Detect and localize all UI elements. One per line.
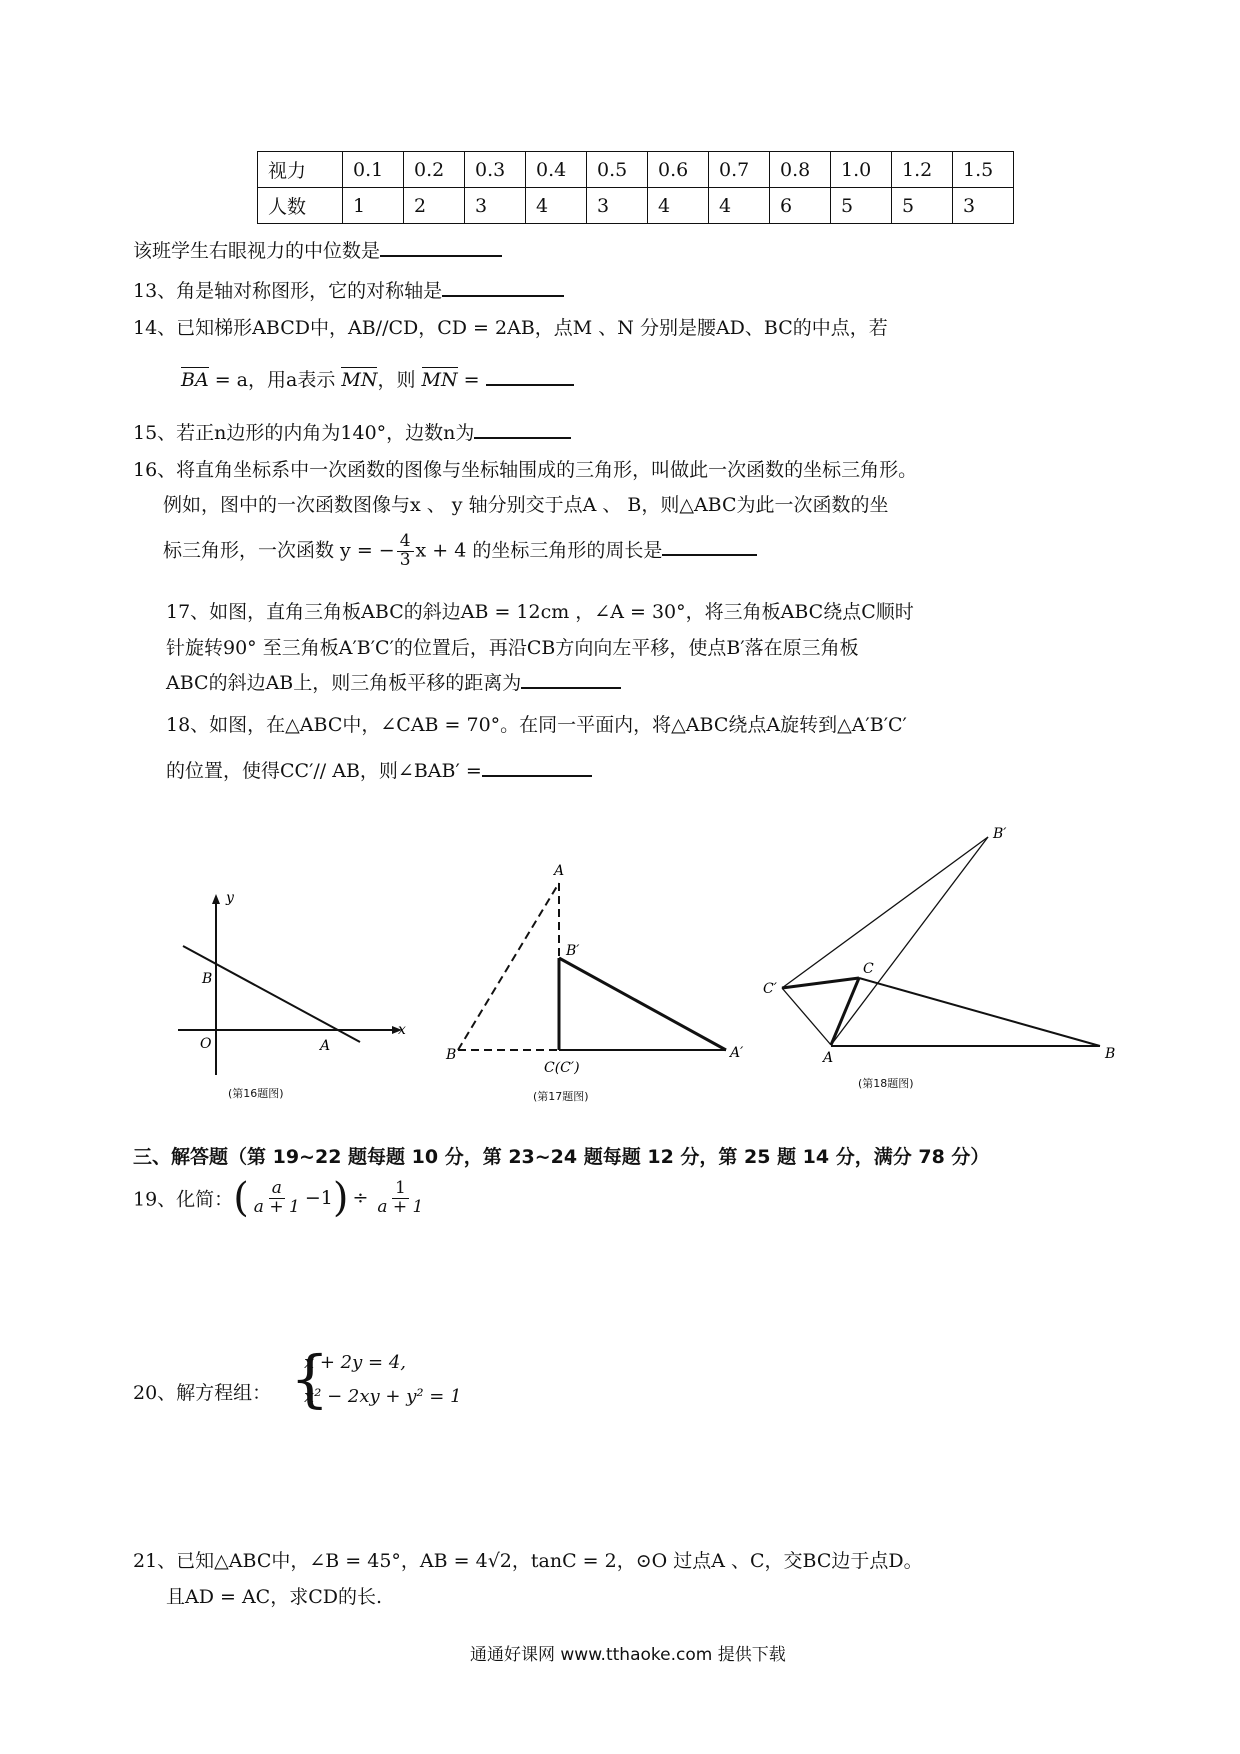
y-arrow — [212, 894, 220, 904]
question-20-label: 20、解方程组： — [133, 1382, 272, 1404]
figure-16-caption: (第16题图) — [228, 1087, 284, 1100]
table-cell: 0.3 — [465, 152, 526, 188]
equation-1: x + 2y = 4, — [304, 1352, 406, 1373]
table-cell: 4 — [526, 188, 587, 224]
vision-table — [257, 151, 1014, 224]
table-cell: 1.5 — [953, 152, 1014, 188]
table-cell: 0.5 — [587, 152, 648, 188]
question-13: 13、角是轴对称图形，它的对称轴是 — [133, 276, 564, 303]
table-cell: 4 — [648, 188, 709, 224]
label-A: A — [823, 1050, 834, 1066]
segment-A-Bp — [831, 837, 988, 1045]
label-B: B — [202, 971, 213, 987]
table-cell: 3 — [465, 188, 526, 224]
table-cell: 1.2 — [892, 152, 953, 188]
question-16-line3: 标三角形，一次函数 y = − $\frac{4}{3}$ x + 4 的坐标三角形的周长是 — [163, 533, 757, 570]
table-cell: 3 — [953, 188, 1014, 224]
question-14: 14、已知梯形ABCD中，AB//CD，CD = 2AB，点M 、N 分别是腰AD、BC的中点，若 — [133, 317, 888, 339]
footer-text: 通通好课网 www.tthaoke.com 提供下载 — [470, 1645, 786, 1665]
figure-16 — [170, 880, 410, 1090]
label-A-prime: A′ — [730, 1045, 744, 1061]
label-A: A — [320, 1038, 331, 1054]
fraction: $\frac{4}{3}$ — [397, 533, 414, 570]
figure-17 — [436, 855, 756, 1085]
label-C: C — [863, 961, 874, 977]
table-cell: 5 — [892, 188, 953, 224]
answer-blank — [521, 669, 621, 689]
question-18: 18、如图，在△ABC中，∠CAB = 70°。在同一平面内，将△ABC绕点A旋转到△A′B′C′ — [166, 714, 907, 736]
segment-Cp-A — [782, 988, 831, 1045]
question-17-line3: ABC的斜边AB上，则三角板平移的距离为 — [166, 668, 621, 695]
table-cell: 0.4 — [526, 152, 587, 188]
answer-blank — [486, 366, 574, 386]
label-x: x — [398, 1022, 406, 1038]
table-cell: 0.7 — [709, 152, 770, 188]
table-cell: 0.1 — [343, 152, 404, 188]
question-17-line2: 针旋转90° 至三角板A′B′C′的位置后，再沿CB方向向左平移，使点B′落在原三角板 — [166, 637, 859, 659]
equation-2: x² − 2xy + y² = 1 — [304, 1386, 462, 1407]
table-cell: 人数 — [258, 188, 343, 224]
answer-blank — [380, 237, 502, 257]
question-14-line2: BA = a，用a表示 MN，则 MN = — [181, 365, 574, 392]
solid-hypotenuse — [559, 958, 726, 1050]
section-3-heading: 三、解答题（第 19~22 题每题 10 分，第 23~24 题每题 12 分，第 25 题 14 分，满分 78 分） — [133, 1146, 990, 1168]
answer-blank — [474, 419, 571, 439]
dashed-hypotenuse — [458, 883, 559, 1050]
table-row — [258, 188, 1014, 224]
table-cell: 6 — [770, 188, 831, 224]
table-cell: 视力 — [258, 152, 343, 188]
figure-18 — [760, 820, 1140, 1070]
table-row — [258, 152, 1014, 188]
figure-18-caption: (第18题图) — [858, 1077, 914, 1090]
table-cell: 0.6 — [648, 152, 709, 188]
label-A: A — [554, 863, 565, 879]
fraction: $\frac{a}{a + 1}$ — [253, 1177, 300, 1217]
answer-blank — [442, 277, 564, 297]
label-B-prime: B′ — [993, 826, 1007, 842]
segment-C-B — [859, 978, 1100, 1046]
function-line — [183, 946, 360, 1042]
question-17: 17、如图，直角三角板ABC的斜边AB = 12cm ，∠A = 30°，将三角板ABC绕点C顺时 — [166, 601, 914, 623]
question-21-line2: 且AD = AC，求CD的长. — [166, 1586, 383, 1608]
question-18-line2: 的位置，使得CC′// AB，则∠BAB′ = — [166, 756, 592, 783]
label-y: y — [226, 890, 234, 906]
question-19: 19、化简：( $\frac{a}{a + 1}$ −1) ÷ $\frac{1}{a + 1}$ — [133, 1178, 428, 1218]
question-15: 15、若正n边形的内角为140°，边数n为 — [133, 418, 571, 445]
label-C-prime: C′ — [763, 981, 777, 997]
label-C: C(C′) — [544, 1060, 580, 1076]
answer-blank — [482, 757, 592, 777]
label-B: B — [446, 1047, 457, 1063]
segment-Cp-Bp — [782, 837, 988, 988]
question-16: 16、将直角坐标系中一次函数的图像与坐标轴围成的三角形，叫做此一次函数的坐标三角形。 — [133, 459, 918, 481]
table-cell: 4 — [709, 188, 770, 224]
table-cell: 0.8 — [770, 152, 831, 188]
table-cell: 1 — [343, 188, 404, 224]
label-B-prime: B′ — [566, 943, 580, 959]
segment-A-C — [831, 978, 859, 1045]
question-16-line2: 例如，图中的一次函数图像与x 、 y 轴分别交于点A 、 B，则△ABC为此一次函数的坐 — [163, 494, 889, 516]
answer-blank — [662, 536, 757, 556]
fraction: $\frac{1}{a + 1}$ — [377, 1177, 424, 1217]
question-12-tail: 该班学生右眼视力的中位数是 — [133, 236, 502, 263]
table-cell: 2 — [404, 188, 465, 224]
label-O: O — [200, 1036, 212, 1052]
table-cell: 3 — [587, 188, 648, 224]
question-21: 21、已知△ABC中，∠B = 45°，AB = 4√2，tanC = 2，⊙O 过点A 、C，交BC边于点D。 — [133, 1550, 923, 1572]
figure-17-caption: (第17题图) — [533, 1090, 589, 1103]
label-B: B — [1105, 1046, 1116, 1062]
table-cell: 1.0 — [831, 152, 892, 188]
table-cell: 5 — [831, 188, 892, 224]
table-cell: 0.2 — [404, 152, 465, 188]
